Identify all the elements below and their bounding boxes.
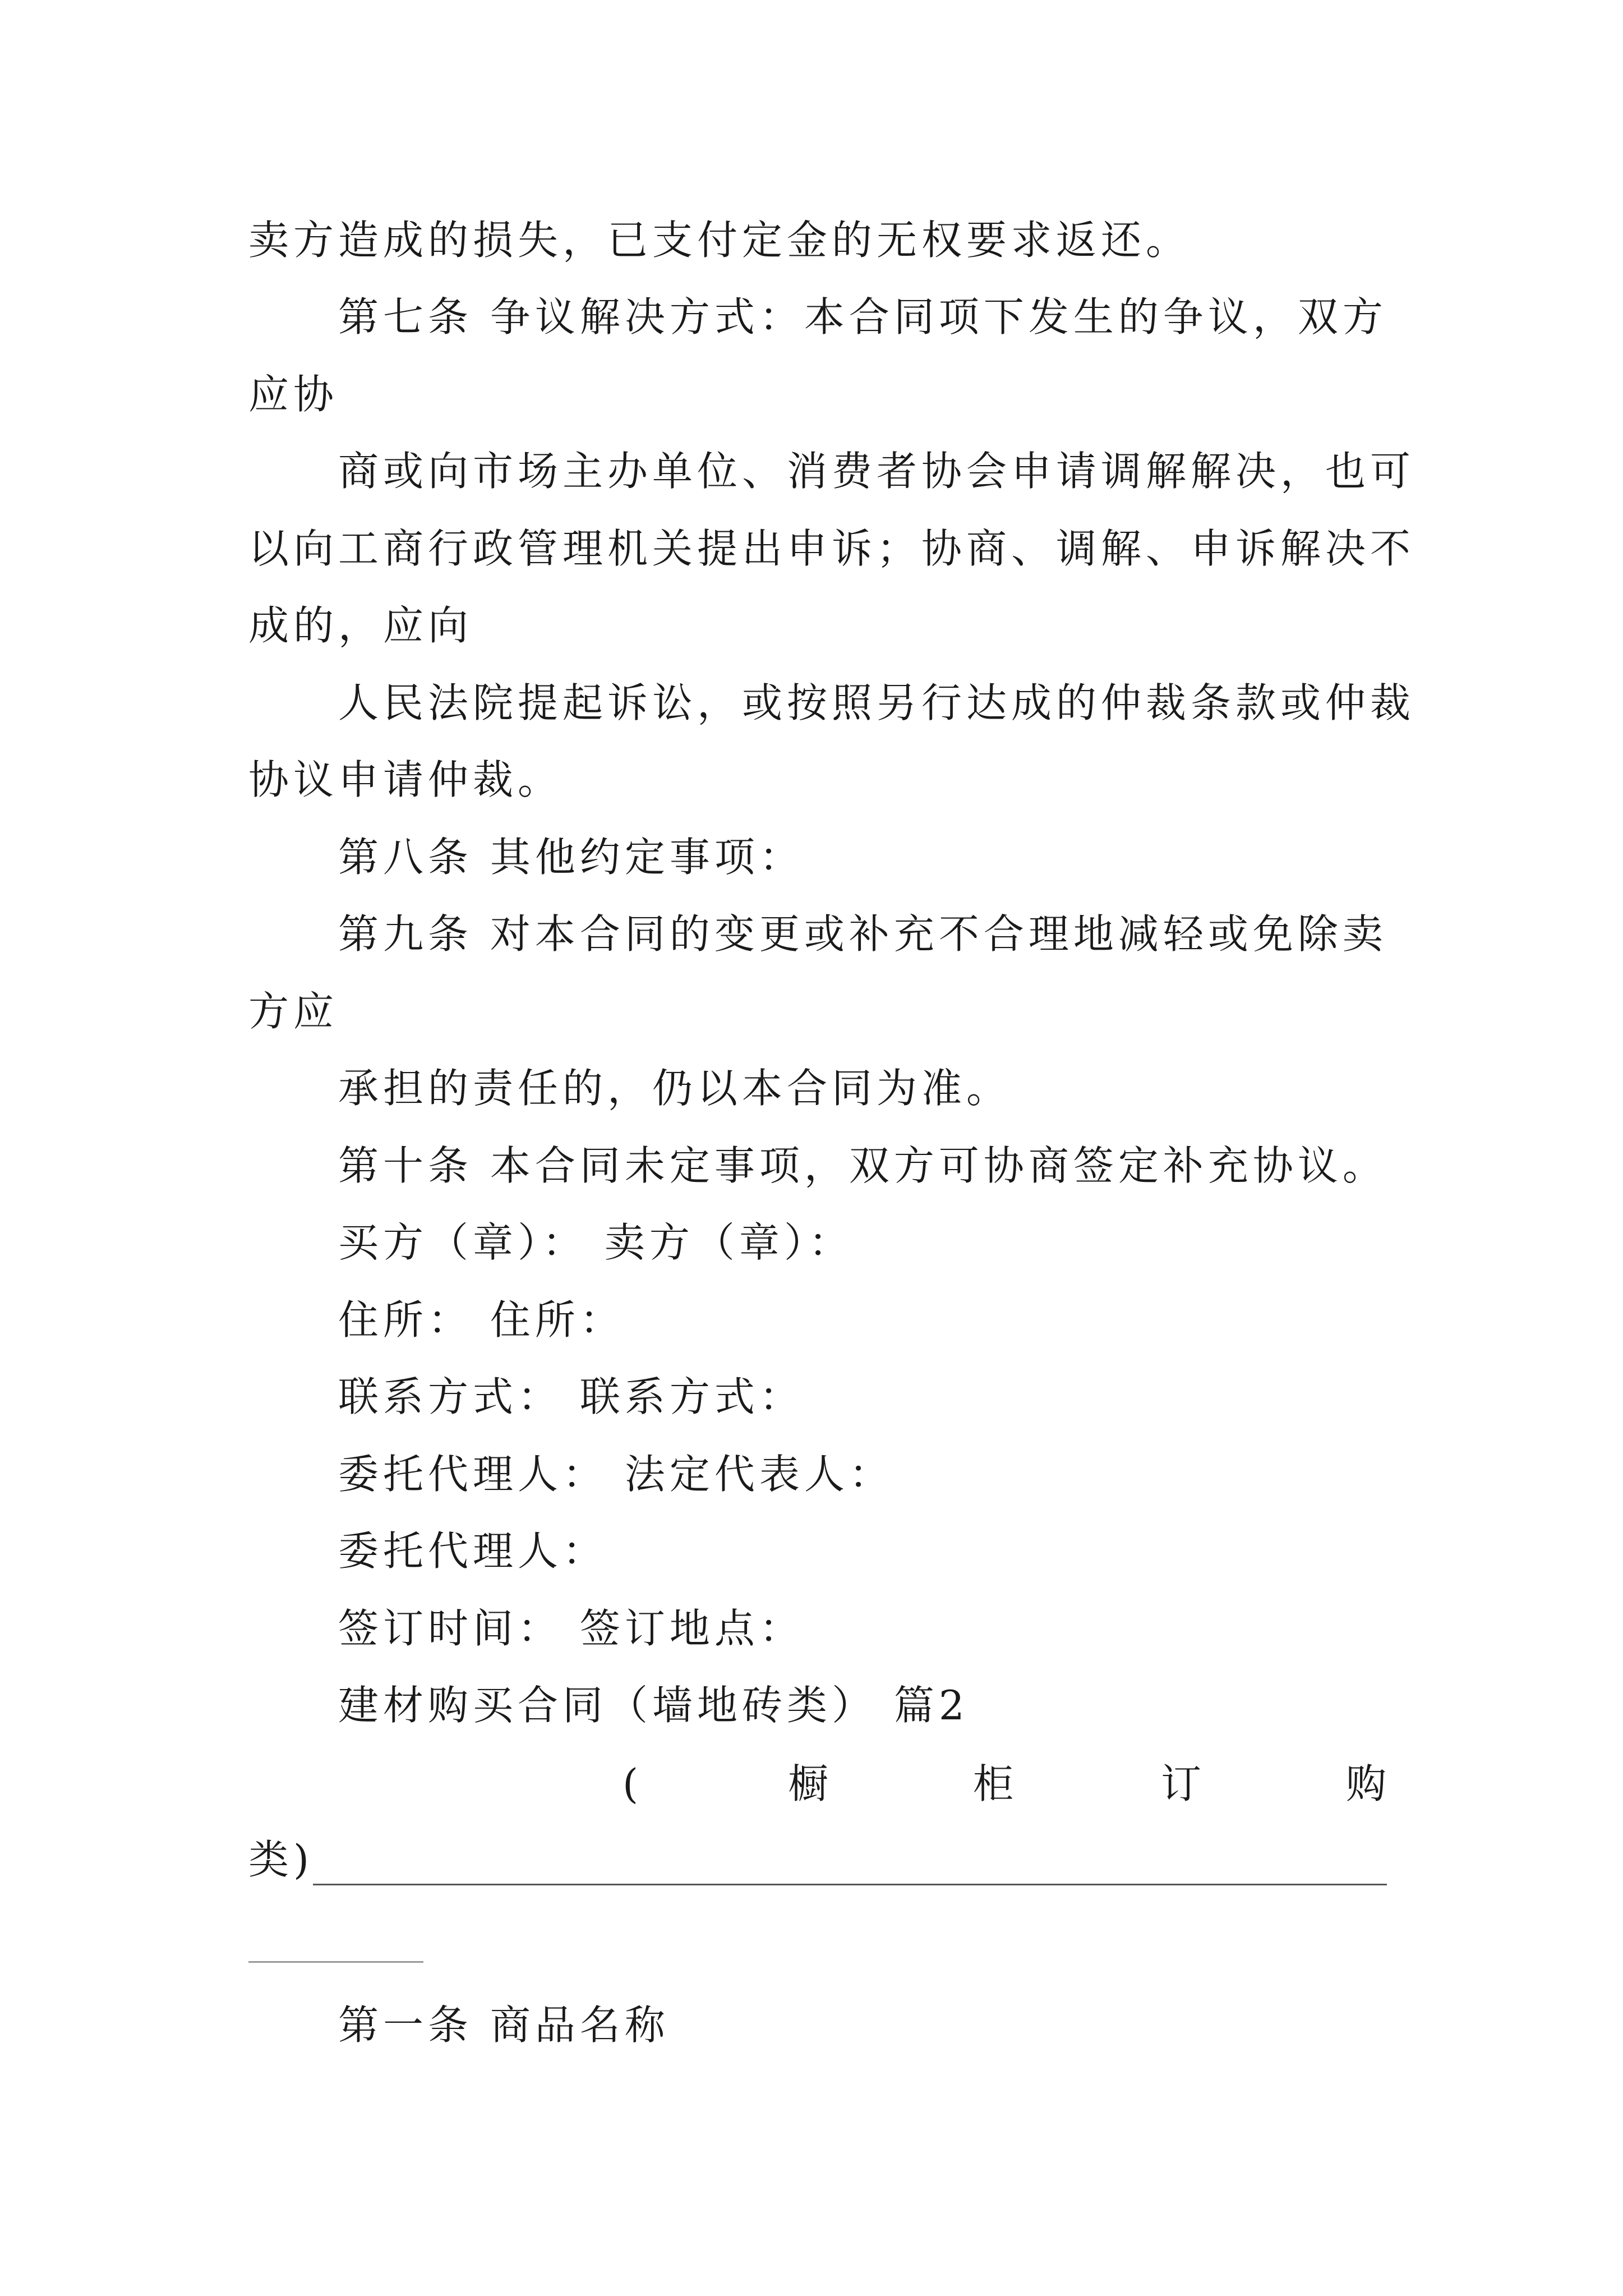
contract-title-part-2: 建材购买合同（墙地砖类） 篇2 [338, 1682, 969, 1729]
fill-in-underline [313, 1884, 1387, 1885]
text-line-5: 以向工商行政管理机关提出申诉；协商、调解、申诉解决不 [248, 525, 1415, 572]
subtitle-char-4: 购 [1346, 1760, 1387, 1807]
signature-line-agent-rep: 委托代理人： 法定代表人： [338, 1451, 894, 1498]
text-line-1: 卖方造成的损失，已支付定金的无权要求返还。 [248, 217, 1191, 264]
section-heading-article-1: 第一条 商品名称 [338, 2001, 670, 2049]
divider-rule [248, 1961, 423, 1963]
signature-line-parties: 买方（章）： 卖方（章）： [338, 1219, 854, 1266]
text-line-7: 人民法院提起诉讼，或按照另行达成的仲裁条款或仲裁 [338, 679, 1415, 726]
text-line-article-8: 第八条 其他约定事项： [338, 834, 804, 881]
subtitle-char-3: 订 [1161, 1760, 1202, 1807]
text-line-4: 商或向市场主办单位、消费者协会申请调解解决，也可 [338, 448, 1415, 495]
subtitle-char-paren: ( [623, 1760, 639, 1807]
signature-line-time-place: 签订时间： 签订地点： [338, 1605, 804, 1652]
text-line-6: 成的，应向 [248, 602, 473, 649]
signature-line-contact: 联系方式： 联系方式： [338, 1373, 804, 1420]
text-line-11: 方应 [248, 988, 339, 1035]
subtitle-char-2: 柜 [973, 1760, 1014, 1807]
text-line-12: 承担的责任的，仍以本合同为准。 [338, 1065, 1012, 1112]
text-line-article-9: 第九条 对本合同的变更或补充不合理地减轻或免除卖 [338, 910, 1387, 958]
signature-line-agent: 委托代理人： [338, 1527, 608, 1575]
signature-line-address: 住所： 住所： [338, 1296, 625, 1343]
text-line-3: 应协 [248, 371, 339, 418]
subtitle-tail: 类) [248, 1836, 314, 1883]
text-line-article-7: 第七条 争议解决方式：本合同项下发生的争议，双方 [338, 293, 1387, 341]
text-line-8: 协议申请仲裁。 [248, 756, 563, 803]
subtitle-char-1: 橱 [788, 1760, 829, 1807]
text-line-article-10: 第十条 本合同未定事项，双方可协商签定补充协议。 [338, 1142, 1387, 1189]
